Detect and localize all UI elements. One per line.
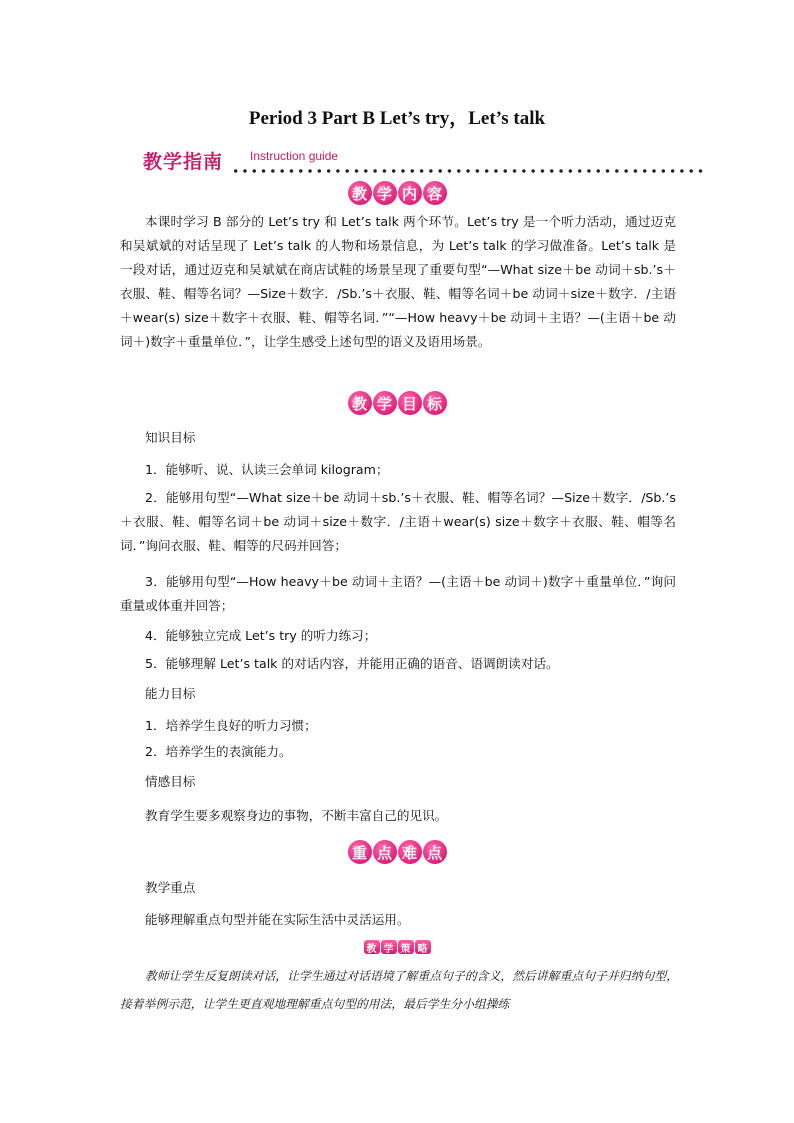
badge-teaching-goals (0, 391, 794, 415)
key-text: 能够理解重点句型并能在实际生活中灵活运用。 (145, 912, 410, 927)
badge-key-points (0, 840, 794, 864)
badge-char: 点 (373, 840, 397, 864)
badge-char: 容 (423, 181, 447, 205)
knowledge-heading: 知识目标 (145, 430, 196, 445)
badge-char: 学 (373, 391, 397, 415)
knowledge-item: 2．能够用句型“—What size＋be 动词＋sb.’s＋衣服、鞋、帽等名词？—Size＋数字．/Sb.’s＋衣服、鞋、帽等名词＋be 动词＋size＋数字．/主语＋wear(s) size＋数字＋衣服、鞋、帽等名词．”询问衣服、鞋、帽等的尺码并回答； (120, 490, 676, 553)
badge-char: 学 (381, 940, 397, 954)
ability-heading: 能力目标 (145, 686, 196, 701)
key-heading: 教学重点 (145, 880, 196, 895)
badge-char: 目 (398, 391, 422, 415)
instruction-guide-header (143, 145, 713, 177)
badge-char: 略 (415, 940, 431, 954)
badge-char: 难 (398, 840, 422, 864)
badge-char: 内 (398, 181, 422, 205)
ability-item: 1．培养学生良好的听力习惯； (145, 718, 317, 733)
dotted-leader (231, 168, 707, 174)
badge-char: 策 (398, 940, 414, 954)
content-paragraph: 本课时学习 B 部分的 Let’s try 和 Let’s talk 两个环节。Let’s try 是一个听力活动，通过迈克和吴斌斌的对话呈现了 Let’s talk 的人物和场景信息，为 Let’s talk 的学习做准备。Let’s talk 是一段对话，通过迈克和吴斌斌在商店试鞋的场景呈现了重要句型“—What size＋be 动词＋sb.’s＋衣服、鞋、帽等名词？—Size＋数字．/Sb.’s＋衣服、鞋、帽等名词＋be 动词＋size＋数字．/主语＋wear(s) size＋数字＋衣服、鞋、帽等名词．”“—How heavy＋be 动词＋主语？—(主语＋be 动词＋)数字＋重量单位．”，让学生感受上述句型的语义及语用场景。 (120, 214, 676, 349)
knowledge-item: 3．能够用句型“—How heavy＋be 动词＋主语？—(主语＋be 动词＋)数字＋重量单位．”询问重量或体重并回答； (120, 574, 676, 613)
guide-title-en: Instruction guide (250, 149, 339, 163)
strategy-text: 教师让学生反复朗读对话，让学生通过对话语境了解重点句子的含义，然后讲解重点句子并归纳句型，接着举例示范，让学生更直观地理解重点句型的用法，最后学生分小组操练 (120, 969, 678, 1011)
badge-char: 学 (373, 181, 397, 205)
badge-char: 教 (348, 181, 372, 205)
badge-char: 点 (423, 840, 447, 864)
badge-teaching-strategy (0, 940, 794, 954)
badge-char: 标 (423, 391, 447, 415)
badge-teaching-content (0, 181, 794, 205)
page-title: Period 3 Part B Let’s try，Let’s talk (248, 108, 546, 129)
ability-item: 2．培养学生的表演能力。 (145, 744, 292, 759)
knowledge-item: 1．能够听、说、认读三会单词 kilogram； (145, 462, 389, 477)
knowledge-item: 4．能够独立完成 Let’s try 的听力练习； (145, 628, 377, 643)
badge-char: 教 (364, 940, 380, 954)
emotion-text: 教育学生要多观察身边的事物，不断丰富自己的见识。 (145, 808, 448, 823)
badge-char: 重 (348, 840, 372, 864)
guide-title-cn: 教学指南 (143, 151, 224, 173)
emotion-heading: 情感目标 (145, 774, 196, 789)
badge-char: 教 (348, 391, 372, 415)
knowledge-item: 5．能够理解 Let’s talk 的对话内容，并能用正确的语音、语调朗读对话。 (145, 656, 559, 671)
